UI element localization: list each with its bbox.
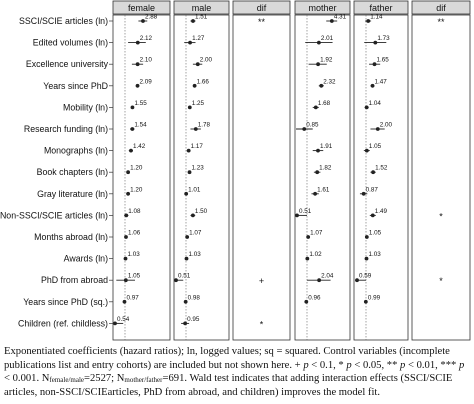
data-label: 0.96 (308, 294, 321, 302)
dif-marker: * (259, 319, 264, 330)
notes-p-1: p (303, 359, 309, 371)
data-label: 0.54 (117, 315, 130, 323)
data-label: 1.50 (194, 207, 208, 215)
data-label: 2.10 (139, 56, 152, 64)
data-label: 1.92 (320, 56, 333, 64)
row-label: Monographs (ln) (43, 145, 108, 156)
panel-title-dif1: dif (256, 3, 267, 13)
data-label: 1.02 (309, 251, 322, 259)
row-label: Gray literature (ln) (37, 188, 108, 199)
data-label: 2.88 (144, 13, 158, 21)
data-label: 1.65 (376, 56, 389, 64)
notes-sub-2: mother/father (124, 376, 163, 384)
data-label: 1.25 (191, 99, 205, 107)
row-label: Mobility (ln) (63, 102, 108, 113)
data-label: 1.05 (368, 143, 382, 151)
row-label: Excellence university (25, 59, 108, 70)
data-label: 1.06 (127, 229, 141, 237)
data-label: 4.31 (333, 13, 347, 21)
data-label: 2.12 (139, 35, 153, 43)
data-label: 1.78 (197, 121, 211, 129)
data-label: 1.08 (128, 207, 141, 215)
dif-marker: + (258, 276, 265, 287)
data-label: 1.04 (368, 99, 381, 107)
data-label: 1.03 (368, 251, 381, 259)
dif-marker: * (439, 276, 443, 287)
data-label: 1.68 (317, 99, 331, 107)
data-label: 1.54 (134, 121, 147, 129)
panel-title-mother: mother (308, 3, 337, 13)
row-label: Awards (ln) (63, 253, 108, 264)
figure-notes (4, 345, 470, 399)
notes-text-3: < 0.05, ** (351, 359, 401, 371)
data-label: 1.03 (188, 251, 201, 259)
data-label: 1.01 (188, 186, 201, 194)
data-label: 1.55 (134, 99, 147, 107)
panel-body-father (354, 15, 408, 340)
row-label: SSCI/SCIE articles (ln) (19, 16, 108, 26)
notes-paragraph (4, 345, 470, 399)
row-label: Research funding (ln) (23, 124, 108, 134)
notes-text-6: =2527; N (84, 373, 125, 384)
data-label: 2.00 (199, 56, 213, 64)
data-label: 2.09 (139, 78, 152, 86)
panel-title-father: father (369, 3, 393, 13)
panel-title-dif2: dif (436, 3, 446, 13)
data-label: 1.73 (377, 35, 390, 43)
data-label: 1.66 (196, 78, 209, 86)
data-label: 0.51 (299, 207, 312, 215)
data-label: 1.49 (374, 207, 388, 215)
data-label: 1.05 (368, 229, 382, 237)
data-label: 0.95 (187, 315, 200, 323)
notes-p-4: p (458, 359, 465, 371)
data-label: 1.61 (317, 186, 330, 194)
data-label: 0.59 (359, 272, 372, 280)
notes-text-5: < 0.001. N (4, 373, 50, 384)
notes-text-2: < 0.1, * (308, 359, 347, 371)
data-label: 0.98 (187, 294, 200, 302)
notes-p-2: p (346, 359, 352, 371)
notes-p-3: p (400, 359, 406, 371)
data-label: 1.20 (130, 186, 143, 194)
data-label: 0.85 (306, 121, 319, 129)
data-label: 1.27 (192, 35, 205, 43)
data-label: 1.03 (127, 251, 140, 259)
data-label: 2.04 (321, 272, 334, 280)
data-label: 1.82 (319, 164, 332, 172)
row-label: Years since PhD (43, 80, 108, 91)
panel-title-male: male (191, 3, 212, 13)
data-label: 2.32 (323, 78, 336, 86)
row-label: Months abroad (ln) (34, 232, 108, 242)
data-label: 2.01 (320, 35, 334, 43)
panel-body-dif1 (233, 15, 290, 340)
row-label: Book chapters (ln) (36, 167, 108, 178)
data-label: 0.87 (365, 186, 378, 194)
data-label: 1.20 (130, 164, 143, 172)
data-label: 1.14 (370, 13, 383, 21)
dif-marker: ** (257, 17, 266, 27)
panel-body-dif2 (412, 15, 470, 340)
data-label: 0.99 (367, 294, 381, 302)
data-label: 1.51 (195, 13, 208, 21)
row-label: Non-SSCI/SCIE articles (ln) (0, 210, 108, 221)
data-label: 1.17 (190, 143, 203, 151)
data-label: 1.91 (320, 143, 333, 151)
panel-title-female: female (127, 3, 156, 13)
data-label: 1.52 (375, 164, 388, 172)
notes-text-7: =691. Wald test indicates that adding interaction effects (SSCI/SCIE articles, non-SSCI/SCIEarticles, PhD from abroad, and children) improves the model fit. (4, 373, 453, 398)
data-label: 1.07 (189, 229, 202, 237)
data-label: 0.97 (126, 294, 139, 302)
row-label: Edited volumes (ln) (32, 37, 108, 48)
notes-sub-1: female/male (49, 376, 84, 384)
notes-text-4: < 0.01, *** (405, 359, 459, 371)
data-label: 1.07 (310, 229, 323, 237)
row-label: PhD from abroad (41, 275, 108, 286)
data-label: 1.47 (374, 78, 387, 86)
row-label: Children (ref. childless) (18, 318, 108, 329)
data-label: 2.00 (379, 121, 393, 129)
dif-marker: * (439, 211, 443, 222)
notes-text-1: Exponentiated coefficients (hazard ratios); ln, logged values; sq = squared. Control variables (incomplete publications list and entry cohorts) are included but not shown here. + (4, 346, 450, 371)
data-label: 1.05 (127, 272, 141, 280)
data-label: 1.23 (191, 164, 204, 172)
row-label: Years since PhD (sq.) (23, 296, 108, 307)
data-label: 1.42 (132, 143, 146, 151)
dif-marker: ** (437, 17, 445, 27)
data-label: 0.51 (178, 272, 191, 280)
